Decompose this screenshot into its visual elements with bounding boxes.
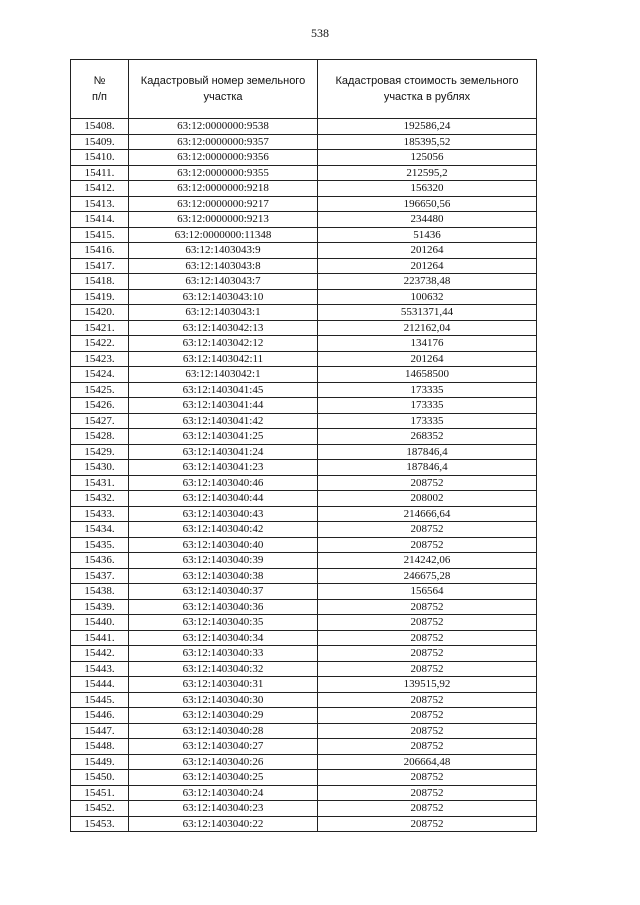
page-number: 538 (311, 26, 329, 40)
row-cadastral-number: 63:12:1403040:38 (129, 568, 318, 584)
row-cadastral-value: 100632 (318, 289, 537, 305)
row-index: 15439. (71, 599, 129, 615)
table-row (71, 599, 537, 615)
row-cadastral-value: 208752 (318, 615, 537, 631)
row-cadastral-number: 63:12:1403040:39 (129, 553, 318, 569)
row-index: 15413. (71, 196, 129, 212)
row-cadastral-number: 63:12:1403041:24 (129, 444, 318, 460)
row-index: 15418. (71, 274, 129, 290)
row-cadastral-value: 196650,56 (318, 196, 537, 212)
header-cadastral-value: Кадастровая стоимость земельного участка в рублях (318, 60, 537, 119)
row-cadastral-number: 63:12:1403041:42 (129, 413, 318, 429)
table-row (71, 398, 537, 414)
row-cadastral-number: 63:12:0000000:9538 (129, 119, 318, 135)
row-cadastral-value: 192586,24 (318, 119, 537, 135)
row-cadastral-value: 208752 (318, 475, 537, 491)
row-cadastral-value: 208752 (318, 708, 537, 724)
row-cadastral-number: 63:12:0000000:9355 (129, 165, 318, 181)
row-cadastral-number: 63:12:1403040:36 (129, 599, 318, 615)
row-index: 15410. (71, 150, 129, 166)
row-cadastral-number: 63:12:1403040:27 (129, 739, 318, 755)
row-cadastral-number: 63:12:1403042:12 (129, 336, 318, 352)
row-cadastral-value: 223738,48 (318, 274, 537, 290)
row-cadastral-number: 63:12:1403040:28 (129, 723, 318, 739)
table-row (71, 692, 537, 708)
table-row (71, 367, 537, 383)
row-index: 15425. (71, 382, 129, 398)
row-cadastral-value: 212595,2 (318, 165, 537, 181)
table-row (71, 646, 537, 662)
row-cadastral-number: 63:12:1403041:44 (129, 398, 318, 414)
row-cadastral-value: 208752 (318, 537, 537, 553)
row-cadastral-value: 214242,06 (318, 553, 537, 569)
row-cadastral-number: 63:12:1403040:42 (129, 522, 318, 538)
header-cadastral-number: Кадастровый номер земельного участка (129, 60, 318, 119)
table-body (71, 119, 537, 832)
row-index: 15416. (71, 243, 129, 259)
row-index: 15409. (71, 134, 129, 150)
row-index: 15445. (71, 692, 129, 708)
row-cadastral-number: 63:12:1403040:22 (129, 816, 318, 832)
row-index: 15435. (71, 537, 129, 553)
table-row (71, 429, 537, 445)
row-cadastral-number: 63:12:1403040:33 (129, 646, 318, 662)
row-index: 15441. (71, 630, 129, 646)
row-cadastral-number: 63:12:1403040:32 (129, 661, 318, 677)
row-cadastral-number: 63:12:1403042:13 (129, 320, 318, 336)
table-row (71, 785, 537, 801)
row-index: 15415. (71, 227, 129, 243)
table-row (71, 615, 537, 631)
row-cadastral-number: 63:12:1403043:10 (129, 289, 318, 305)
row-cadastral-number: 63:12:0000000:11348 (129, 227, 318, 243)
row-cadastral-number: 63:12:1403041:23 (129, 460, 318, 476)
row-index: 15421. (71, 320, 129, 336)
row-index: 15414. (71, 212, 129, 228)
row-index: 15411. (71, 165, 129, 181)
row-cadastral-value: 14658500 (318, 367, 537, 383)
row-cadastral-value: 187846,4 (318, 460, 537, 476)
row-cadastral-number: 63:12:1403040:31 (129, 677, 318, 693)
table-row (71, 274, 537, 290)
table-row (71, 506, 537, 522)
row-index: 15428. (71, 429, 129, 445)
row-cadastral-number: 63:12:1403040:43 (129, 506, 318, 522)
row-cadastral-value: 208752 (318, 723, 537, 739)
row-cadastral-value: 208752 (318, 785, 537, 801)
row-cadastral-value: 208752 (318, 692, 537, 708)
row-cadastral-value: 208752 (318, 801, 537, 817)
row-cadastral-value: 212162,04 (318, 320, 537, 336)
row-index: 15417. (71, 258, 129, 274)
row-index: 15408. (71, 119, 129, 135)
row-index: 15450. (71, 770, 129, 786)
row-cadastral-number: 63:12:1403040:44 (129, 491, 318, 507)
row-index: 15442. (71, 646, 129, 662)
row-cadastral-number: 63:12:1403040:25 (129, 770, 318, 786)
row-cadastral-number: 63:12:1403040:23 (129, 801, 318, 817)
header-index: № п/п (71, 60, 129, 119)
row-index: 15431. (71, 475, 129, 491)
row-cadastral-value: 201264 (318, 243, 537, 259)
row-index: 15434. (71, 522, 129, 538)
row-index: 15420. (71, 305, 129, 321)
row-cadastral-value: 173335 (318, 413, 537, 429)
row-cadastral-number: 63:12:1403042:11 (129, 351, 318, 367)
table-row (71, 212, 537, 228)
row-cadastral-number: 63:12:0000000:9217 (129, 196, 318, 212)
row-cadastral-number: 63:12:1403040:37 (129, 584, 318, 600)
row-index: 15419. (71, 289, 129, 305)
row-cadastral-number: 63:12:1403040:40 (129, 537, 318, 553)
row-cadastral-number: 63:12:1403043:9 (129, 243, 318, 259)
table-row (71, 801, 537, 817)
row-index: 15440. (71, 615, 129, 631)
row-cadastral-value: 246675,28 (318, 568, 537, 584)
row-index: 15412. (71, 181, 129, 197)
table-row (71, 754, 537, 770)
table-row (71, 243, 537, 259)
row-cadastral-value: 173335 (318, 398, 537, 414)
table-row (71, 227, 537, 243)
row-index: 15427. (71, 413, 129, 429)
row-index: 15432. (71, 491, 129, 507)
row-index: 15444. (71, 677, 129, 693)
table-row (71, 537, 537, 553)
table-row (71, 134, 537, 150)
row-index: 15430. (71, 460, 129, 476)
table-row (71, 568, 537, 584)
row-cadastral-number: 63:12:1403042:1 (129, 367, 318, 383)
row-cadastral-value: 208752 (318, 646, 537, 662)
table-row (71, 708, 537, 724)
row-index: 15438. (71, 584, 129, 600)
row-cadastral-value: 201264 (318, 351, 537, 367)
row-cadastral-number: 63:12:1403041:45 (129, 382, 318, 398)
row-cadastral-value: 156564 (318, 584, 537, 600)
table-row (71, 289, 537, 305)
table-row (71, 475, 537, 491)
table-row (71, 584, 537, 600)
row-cadastral-value: 208752 (318, 770, 537, 786)
table-row (71, 630, 537, 646)
row-index: 15429. (71, 444, 129, 460)
row-index: 15433. (71, 506, 129, 522)
table-row (71, 816, 537, 832)
table-row (71, 723, 537, 739)
row-cadastral-value: 187846,4 (318, 444, 537, 460)
row-cadastral-number: 63:12:1403040:30 (129, 692, 318, 708)
row-cadastral-number: 63:12:1403040:29 (129, 708, 318, 724)
row-cadastral-number: 63:12:1403043:8 (129, 258, 318, 274)
row-cadastral-value: 156320 (318, 181, 537, 197)
row-cadastral-value: 125056 (318, 150, 537, 166)
row-cadastral-number: 63:12:1403040:26 (129, 754, 318, 770)
row-index: 15452. (71, 801, 129, 817)
table-row (71, 460, 537, 476)
row-cadastral-value: 201264 (318, 258, 537, 274)
row-index: 15449. (71, 754, 129, 770)
row-cadastral-number: 63:12:0000000:9357 (129, 134, 318, 150)
row-cadastral-value: 208002 (318, 491, 537, 507)
row-cadastral-value: 173335 (318, 382, 537, 398)
table-row (71, 553, 537, 569)
row-index: 15436. (71, 553, 129, 569)
row-cadastral-number: 63:12:1403040:35 (129, 615, 318, 631)
table-row (71, 351, 537, 367)
row-cadastral-number: 63:12:0000000:9213 (129, 212, 318, 228)
row-index: 15443. (71, 661, 129, 677)
cadastral-table (70, 59, 537, 832)
row-index: 15426. (71, 398, 129, 414)
table-row (71, 522, 537, 538)
row-cadastral-value: 208752 (318, 816, 537, 832)
row-cadastral-number: 63:12:1403040:24 (129, 785, 318, 801)
row-index: 15448. (71, 739, 129, 755)
row-cadastral-value: 234480 (318, 212, 537, 228)
row-index: 15437. (71, 568, 129, 584)
table-row (71, 119, 537, 135)
row-cadastral-number: 63:12:1403041:25 (129, 429, 318, 445)
table-row (71, 165, 537, 181)
row-cadastral-value: 185395,52 (318, 134, 537, 150)
row-cadastral-number: 63:12:0000000:9356 (129, 150, 318, 166)
row-index: 15424. (71, 367, 129, 383)
row-cadastral-value: 139515,92 (318, 677, 537, 693)
table-row (71, 258, 537, 274)
table-row (71, 444, 537, 460)
table-row (71, 677, 537, 693)
row-cadastral-number: 63:12:0000000:9218 (129, 181, 318, 197)
row-index: 15451. (71, 785, 129, 801)
table-row (71, 739, 537, 755)
row-cadastral-value: 134176 (318, 336, 537, 352)
table-row (71, 413, 537, 429)
row-cadastral-number: 63:12:1403043:1 (129, 305, 318, 321)
table-row (71, 770, 537, 786)
row-cadastral-value: 206664,48 (318, 754, 537, 770)
row-cadastral-number: 63:12:1403040:34 (129, 630, 318, 646)
table-row (71, 661, 537, 677)
table-row (71, 150, 537, 166)
row-index: 15423. (71, 351, 129, 367)
table-row (71, 305, 537, 321)
table-row (71, 196, 537, 212)
row-index: 15447. (71, 723, 129, 739)
row-index: 15453. (71, 816, 129, 832)
row-cadastral-value: 208752 (318, 630, 537, 646)
table-row (71, 491, 537, 507)
table-row (71, 382, 537, 398)
row-cadastral-value: 5531371,44 (318, 305, 537, 321)
table-row (71, 320, 537, 336)
table-row (71, 181, 537, 197)
header-row (71, 60, 537, 119)
row-index: 15446. (71, 708, 129, 724)
table-row (71, 336, 537, 352)
row-cadastral-value: 208752 (318, 599, 537, 615)
row-cadastral-value: 214666,64 (318, 506, 537, 522)
row-cadastral-value: 208752 (318, 661, 537, 677)
row-cadastral-number: 63:12:1403043:7 (129, 274, 318, 290)
row-cadastral-value: 208752 (318, 739, 537, 755)
table-header (71, 60, 537, 119)
row-cadastral-value: 208752 (318, 522, 537, 538)
row-cadastral-value: 268352 (318, 429, 537, 445)
row-cadastral-number: 63:12:1403040:46 (129, 475, 318, 491)
row-cadastral-value: 51436 (318, 227, 537, 243)
row-index: 15422. (71, 336, 129, 352)
